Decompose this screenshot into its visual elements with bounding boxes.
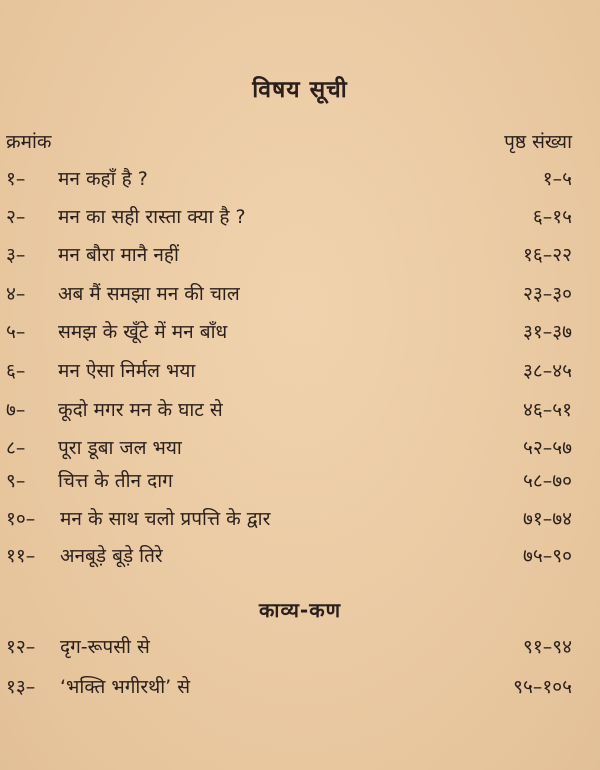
entry-title: पूरा डूबा जल भया bbox=[58, 437, 182, 459]
toc-entry bbox=[0, 240, 600, 270]
entry-number: १२– bbox=[6, 636, 36, 658]
entry-title: मन के साथ चलो प्रपत्ति के द्वार bbox=[60, 508, 271, 530]
toc-entry bbox=[0, 504, 600, 534]
toc-entry bbox=[0, 356, 600, 386]
entry-number: ९– bbox=[6, 470, 26, 492]
entry-pages: ६–१५ bbox=[532, 206, 572, 228]
entry-title: अनबूड़े बूड़े तिरे bbox=[60, 545, 163, 567]
column-header-page-number: पृष्ठ संख्या bbox=[504, 131, 572, 153]
entry-title: दृग-रूपसी से bbox=[60, 636, 150, 658]
entry-title: मन कहाँ है ? bbox=[58, 168, 148, 190]
entry-number: ५– bbox=[6, 321, 26, 343]
entry-number: ४– bbox=[6, 283, 26, 305]
entry-number: १०– bbox=[6, 508, 36, 530]
entry-title: चित्त के तीन दाग bbox=[58, 470, 173, 492]
toc-entry bbox=[0, 164, 600, 194]
toc-entry bbox=[0, 672, 600, 702]
toc-entry bbox=[0, 466, 600, 496]
entry-pages: ९१–९४ bbox=[522, 636, 572, 658]
entry-pages: ४६–५१ bbox=[522, 399, 572, 421]
entry-pages: ५२–५७ bbox=[522, 437, 572, 459]
entry-pages: ७५–९० bbox=[522, 545, 572, 567]
entry-pages: ७१–७४ bbox=[522, 508, 572, 530]
section-heading: काव्य-कण bbox=[258, 598, 342, 622]
page-title: विषय सूची bbox=[252, 77, 348, 103]
toc-entry bbox=[0, 541, 600, 571]
entry-title: ‘भक्ति भगीरथी’ से bbox=[60, 676, 191, 698]
toc-entry bbox=[0, 433, 600, 463]
entry-number: ६– bbox=[6, 360, 26, 382]
entry-number: ११– bbox=[6, 545, 36, 567]
entry-pages: ३१–३७ bbox=[522, 321, 572, 343]
entry-pages: ३८–४५ bbox=[522, 360, 572, 382]
entry-title: मन ऐसा निर्मल भया bbox=[58, 360, 196, 382]
entry-number: २– bbox=[6, 206, 26, 228]
entry-title: समझ के खूँटे में मन बाँध bbox=[58, 321, 228, 343]
entry-title: अब मैं समझा मन की चाल bbox=[58, 283, 240, 305]
entry-title: मन का सही रास्ता क्या है ? bbox=[58, 206, 246, 228]
entry-pages: ९५–१०५ bbox=[513, 676, 572, 698]
entry-pages: २३–३० bbox=[522, 283, 572, 305]
entry-number: ८– bbox=[6, 437, 26, 459]
entry-number: ३– bbox=[6, 244, 26, 266]
toc-entry bbox=[0, 632, 600, 662]
column-header-serial: क्रमांक bbox=[6, 131, 52, 153]
entry-pages: १–५ bbox=[542, 168, 572, 190]
toc-entry bbox=[0, 395, 600, 425]
entry-pages: १६–२२ bbox=[522, 244, 572, 266]
entry-number: १३– bbox=[6, 676, 36, 698]
entry-title: मन बौरा मानै नहीं bbox=[58, 244, 179, 266]
toc-entry bbox=[0, 317, 600, 347]
entry-pages: ५८–७० bbox=[522, 470, 572, 492]
entry-title: कूदो मगर मन के घाट से bbox=[58, 399, 223, 421]
toc-entry bbox=[0, 202, 600, 232]
entry-number: १– bbox=[6, 168, 26, 190]
entry-number: ७– bbox=[6, 399, 26, 421]
toc-entry bbox=[0, 279, 600, 309]
